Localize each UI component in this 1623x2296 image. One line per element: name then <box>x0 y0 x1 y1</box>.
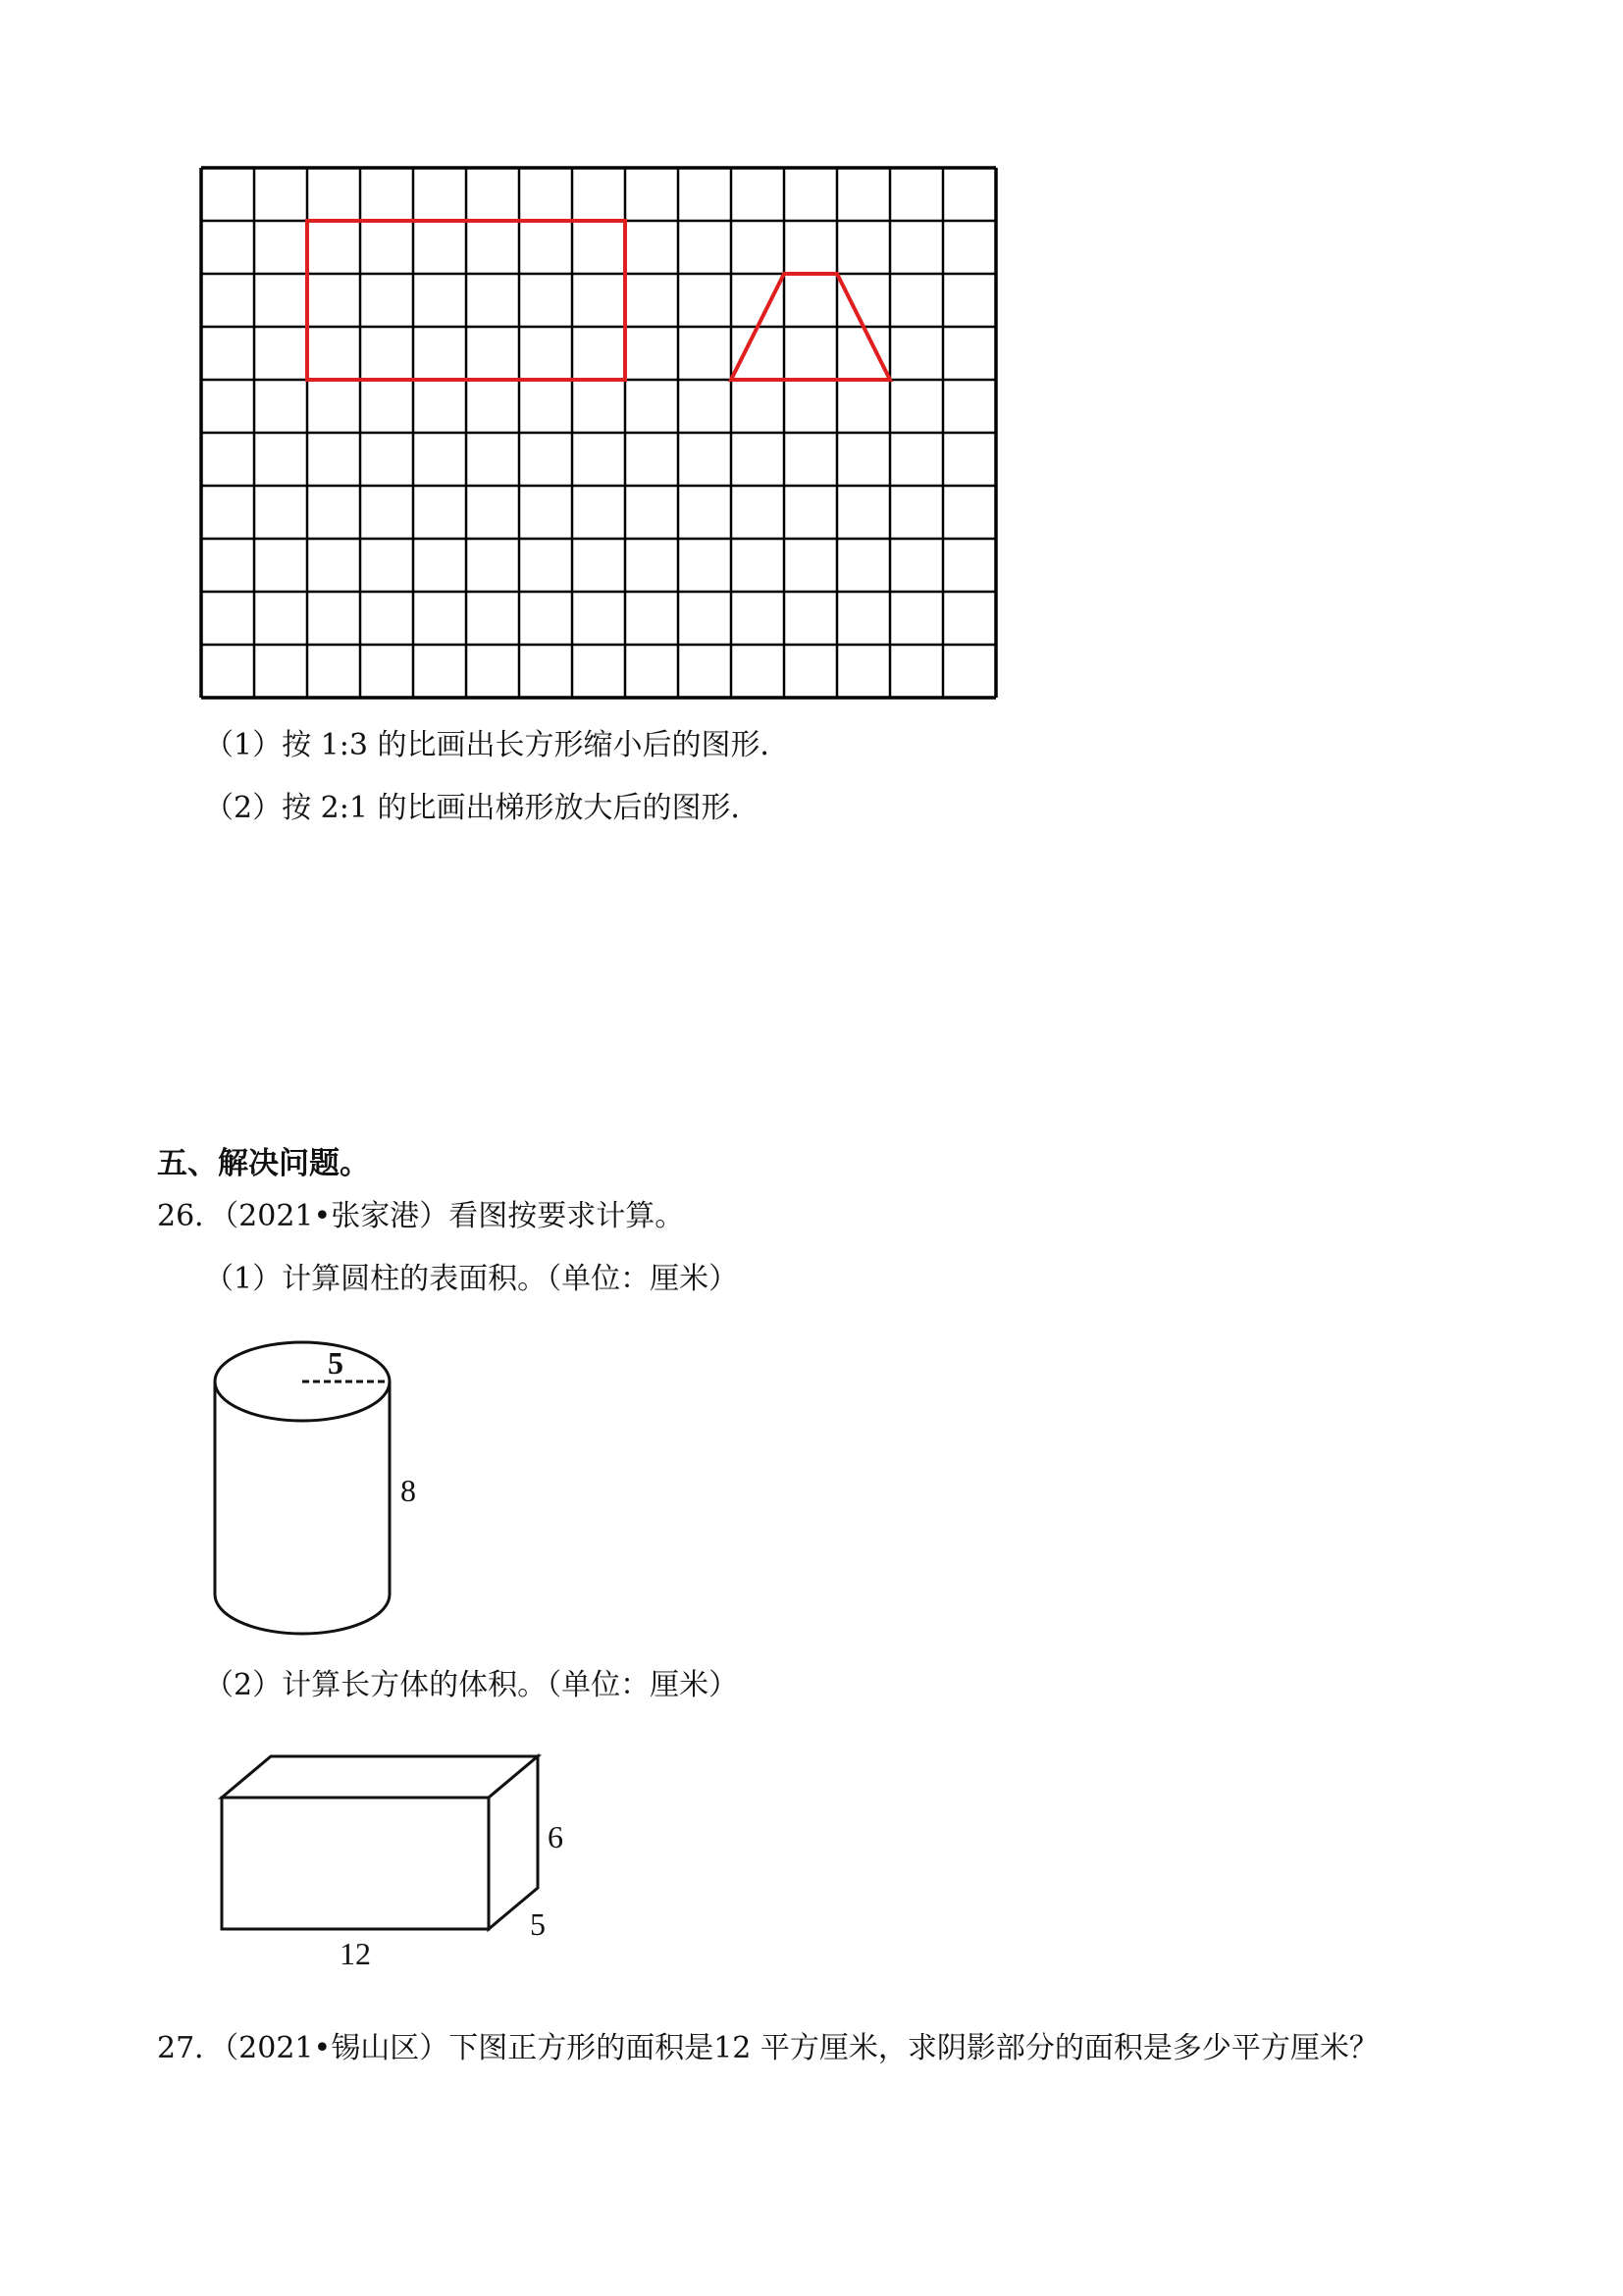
grid-lines <box>201 168 996 698</box>
question26-part1: （1）计算圆柱的表面积。（单位：厘米） <box>204 1262 739 1296</box>
cylinder-figure <box>196 1334 422 1648</box>
cuboid-figure <box>196 1727 608 1982</box>
question26-stem: 26．（2021•张家港）看图按要求计算。 <box>157 1199 685 1233</box>
question27-stem: 27．（2021•锡山区）下图正方形的面积是12 平方厘米，求阴影部分的面积是多少平方厘米？ <box>157 2031 1379 2065</box>
cylinder-radius-label: 5 <box>328 1345 343 1381</box>
question25-part2: （2）按 2:1 的比画出梯形放大后的图形． <box>204 791 760 825</box>
cylinder-height-label: 8 <box>400 1473 416 1508</box>
cuboid-height-label: 6 <box>548 1819 563 1854</box>
cylinder-bottom <box>215 1594 390 1634</box>
cuboid-length-label: 12 <box>340 1936 371 1971</box>
section-heading: 五、解决问题。 <box>157 1146 370 1181</box>
cuboid-top-face <box>222 1756 538 1798</box>
cuboid-width-label: 5 <box>530 1906 546 1942</box>
cuboid-front-face <box>222 1798 489 1929</box>
question26-part2: （2）计算长方体的体积。（单位：厘米） <box>204 1668 739 1702</box>
question25-part1: （1）按 1:3 的比画出长方形缩小后的图形． <box>204 728 790 762</box>
